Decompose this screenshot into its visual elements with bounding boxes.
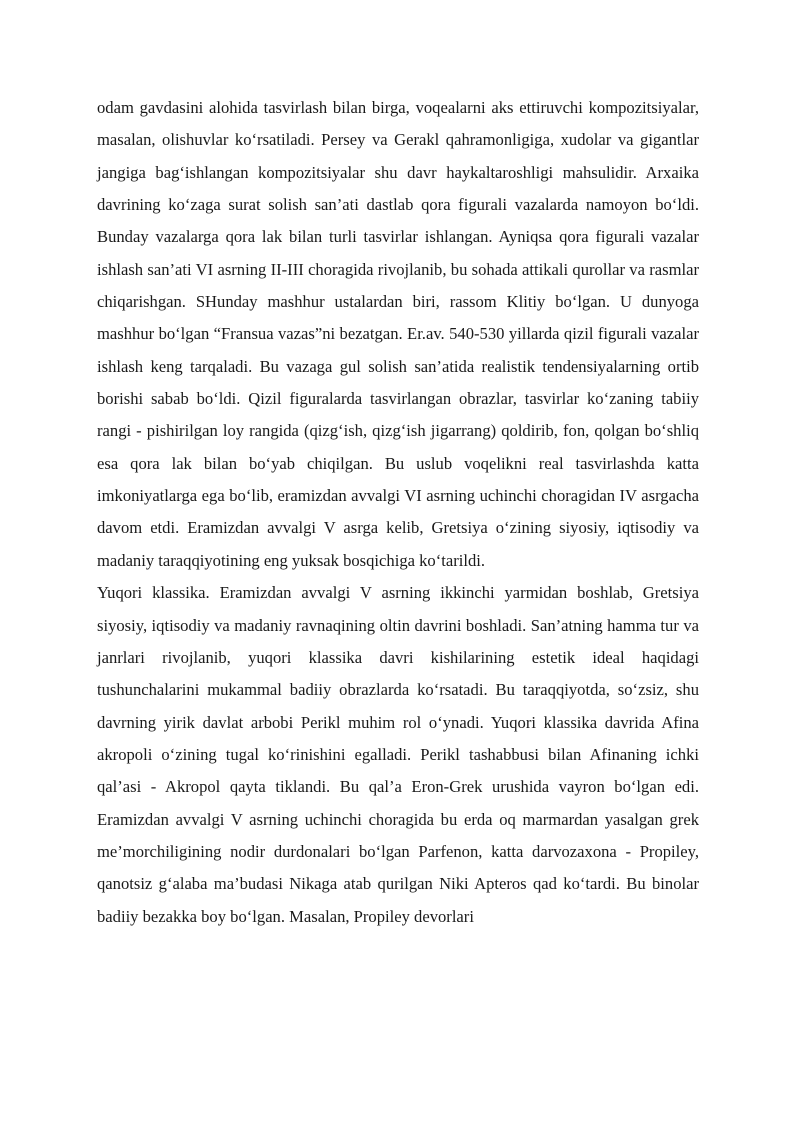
body-paragraph-2: Yuqori klassika. Eramizdan avvalgi V asrning ikkinchi yarmidan boshlab, Gretsiya siyosiy, iqtisodiy va madaniy ravnaqining oltin davrini boshladi. San’atning hamma tur va janrlari rivojlanib, yuqori klassika davri kishilarining estetik ideal haqidagi tushunchalarini mukammal badiiy obrazlarda ko‘rsatadi. Bu taraqqiyotda, so‘zsiz, shu davrning yirik davlat arbobi Perikl muhim rol o‘ynadi. Yuqori klassika davrida Afina akropoli o‘zining tugal ko‘rinishini egalladi. Perikl tashabbusi bilan Afinaning ichki qal’asi - Akropol qayta tiklandi. Bu qal’a Eron-Grek urushida vayron bo‘lgan edi. Eramizdan avvalgi V asrning uchinchi choragida bu erda oq marmardan yasalgan grek me’morchiligining nodir durdonalari bo‘lgan Parfenon, katta darvozaxona - Propiley, qanotsiz g‘alaba ma’budasi Nikaga atab qurilgan Niki Apteros qad ko‘tardi. Bu binolar badiiy bezakka boy bo‘lgan. Masalan, Propiley devorlari <box>97 583 699 926</box>
body-paragraph-1: odam gavdasini alohida tasvirlash bilan birga, voqealarni aks ettiruvchi kompozitsiyalar, masalan, olishuvlar ko‘rsatiladi. Persey va Gerakl qahramonligiga, xudolar va gigantlar jangiga bag‘ishlangan kompozitsiyalar shu davr haykaltaroshligi mahsulidir. Arxaika davrining ko‘zaga surat solish san’ati dastlab qora figurali vazalarda namoyon bo‘ldi. Bunday vazalarga qora lak bilan turli tasvirlar ishlangan. Ayniqsa qora figurali vazalar ishlash san’ati VI asrning II-III choragida rivojlanib, bu sohada attikali qurollar va rasmlar chiqarishgan. SHunday mashhur ustalardan biri, rassom Klitiy bo‘lgan. U dunyoga mashhur bo‘lgan “Fransua vazas”ni bezatgan. Er.av. 540-530 yillarda qizil figurali vazalar ishlash keng tarqaladi. Bu vazaga gul solish san’atida realistik tendensiyalarning ortib borishi sabab bo‘ldi. Qizil figuralarda tasvirlangan obrazlar, tasvirlar ko‘zaning tabiiy rangi - pishirilgan loy rangida (qizg‘ish, qizg‘ish jigarrang) qoldirib, fon, qolgan bo‘shliq esa qora lak bilan bo‘yab chiqilgan. Bu uslub voqelikni real tasvirlashda katta imkoniyatlarga ega bo‘lib, eramizdan avvalgi VI asrning uchinchi choragidan IV asrgacha davom etdi. Eramizdan avvalgi V asrga kelib, Gretsiya o‘zining siyosiy, iqtisodiy va madaniy taraqqiyotining eng yuksak bosqichiga ko‘tarildi. <box>97 98 699 570</box>
document-page <box>97 92 699 933</box>
